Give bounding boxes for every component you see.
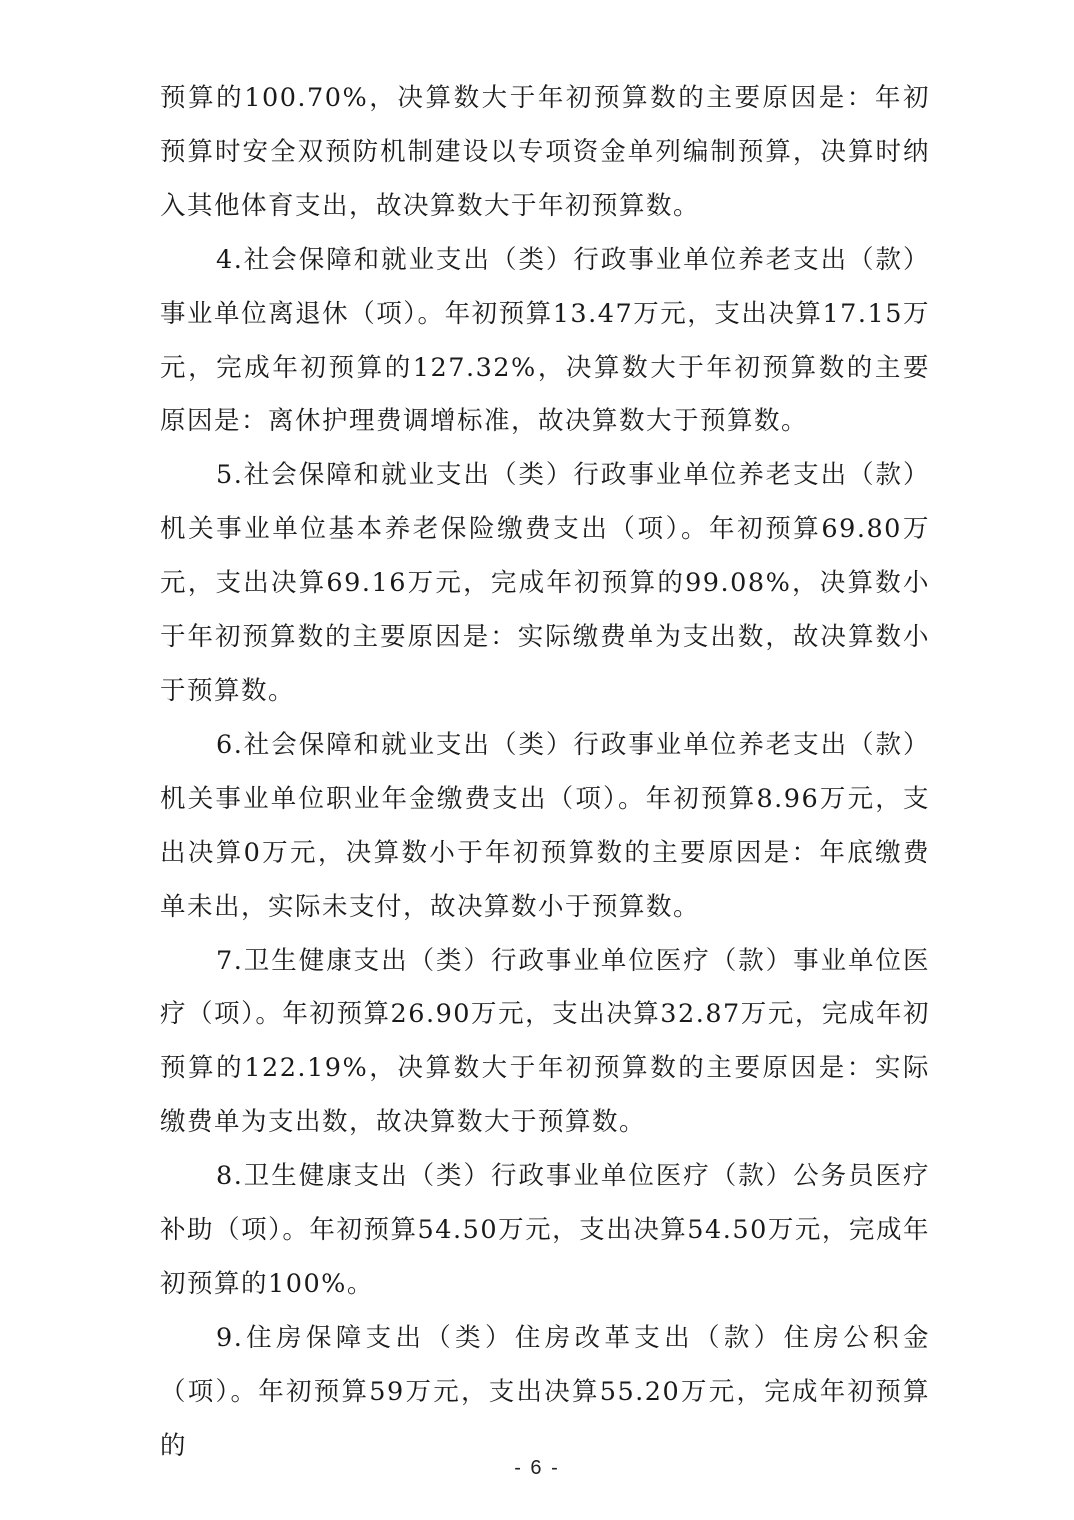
paragraph-item-8: 8.卫生健康支出（类）行政事业单位医疗（款）公务员医疗补助（项）。年初预算54.50万元，支出决算54.50万元，完成年初预算的100%。: [160, 1161, 930, 1299]
paragraph-item-6: 6.社会保障和就业支出（类）行政事业单位养老支出（款）机关事业单位职业年金缴费支出（项）。年初预算8.96万元，支出决算0万元，决算数小于年初预算数的主要原因是：年底缴费单未出，实际未支付，故决算数小于预算数。: [160, 729, 930, 922]
page-number: - 6 -: [514, 1457, 560, 1479]
document-body: [160, 72, 930, 1474]
paragraph-item-9: 9.住房保障支出（类）住房改革支出（款）住房公积金（项）。年初预算59万元，支出决算55.20万元，完成年初预算的: [160, 1322, 930, 1461]
paragraph-item-4: 4.社会保障和就业支出（类）行政事业单位养老支出（款）事业单位离退休（项）。年初预算13.47万元，支出决算17.15万元，完成年初预算的127.32%，决算数大于年初预算数的主要原因是：离休护理费调增标准，故决算数大于预算数。: [160, 244, 930, 437]
paragraph-continuation: 预算的100.70%，决算数大于年初预算数的主要原因是：年初预算时安全双预防机制建设以专项资金单列编制预算，决算时纳入其他体育支出，故决算数大于年初预算数。: [160, 83, 930, 221]
paragraph-item-5: 5.社会保障和就业支出（类）行政事业单位养老支出（款）机关事业单位基本养老保险缴费支出（项）。年初预算69.80万元，支出决算69.16万元，完成年初预算的99.08%，决算数小于年初预算数的主要原因是：实际缴费单为支出数，故决算数小于预算数。: [160, 460, 930, 706]
paragraph-item-7: 7.卫生健康支出（类）行政事业单位医疗（款）事业单位医疗（项）。年初预算26.90万元，支出决算32.87万元，完成年初预算的122.19%，决算数大于年初预算数的主要原因是：实际缴费单为支出数，故决算数大于预算数。: [160, 945, 930, 1138]
